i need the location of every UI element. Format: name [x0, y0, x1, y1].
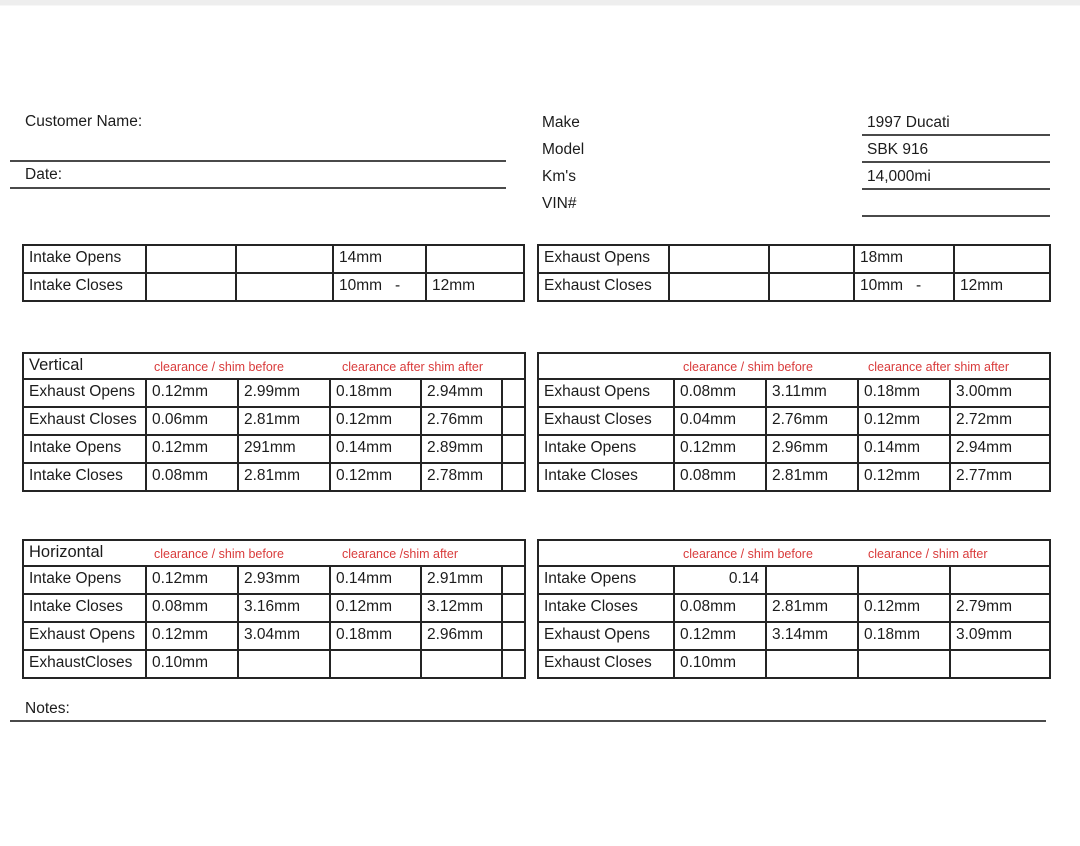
table-row — [539, 246, 1049, 274]
vertical-left-header — [24, 354, 524, 380]
value-cell — [951, 567, 1049, 593]
table-row — [24, 436, 524, 464]
value-cell: 0.08mm — [675, 380, 767, 406]
table-row — [24, 246, 523, 274]
row-label-cell: Exhaust Closes — [539, 274, 670, 300]
value-cell — [147, 274, 237, 300]
model-value: SBK 916 — [867, 141, 929, 158]
value-cell: 2.72mm — [956, 411, 1012, 428]
value-cell — [503, 651, 524, 677]
vertical-left-body — [24, 380, 524, 490]
row-label-cell: Exhaust Closes — [539, 408, 675, 434]
value-cell — [427, 246, 523, 272]
row-label-cell: Exhaust Opens — [24, 380, 147, 406]
scan-top-edge — [0, 0, 1080, 6]
table-row — [24, 623, 524, 651]
value-cell: 2.96mm — [767, 436, 859, 462]
value-cell: 0.12mm — [331, 408, 422, 434]
value-cell: 0.14mm — [331, 567, 422, 593]
horizontal-right-header — [539, 541, 1049, 567]
row-label-cell: Exhaust Opens — [539, 246, 670, 272]
value-cell: 12mm — [960, 277, 1004, 294]
value-cell: 2.99mm — [239, 380, 331, 406]
row-label-cell: Intake Opens — [24, 436, 147, 462]
intake-spec-body — [24, 246, 523, 300]
vertical-right-table — [537, 352, 1051, 492]
value-cell: 3.09mm — [956, 626, 1012, 643]
vertical-right-header — [539, 354, 1049, 380]
value-cell: 0.08mm — [147, 595, 239, 621]
exhaust-spec-table — [537, 244, 1051, 302]
vin-line — [862, 215, 1050, 217]
value-cell — [331, 651, 422, 677]
clearance-before-header: clearance / shim before — [154, 360, 284, 374]
table-row — [24, 567, 524, 595]
value-cell — [670, 274, 770, 300]
kms-line — [862, 188, 1050, 190]
value-cell: 2.89mm — [422, 436, 503, 462]
customer-name-line — [10, 160, 506, 162]
value-cell — [770, 274, 855, 300]
vertical-section-title: Vertical — [29, 356, 84, 374]
value-cell: 2.81mm — [239, 408, 331, 434]
table-row — [24, 274, 523, 300]
value-cell: 0.12mm — [147, 623, 239, 649]
vertical-right-body — [539, 380, 1049, 490]
value-cell — [859, 567, 951, 593]
table-row — [24, 651, 524, 677]
value-cell: 0.12mm — [859, 464, 951, 490]
value-cell: 0.12mm — [859, 408, 951, 434]
value-cell — [237, 246, 334, 272]
value-cell: 0.18mm — [331, 623, 422, 649]
horizontal-section-title: Horizontal — [29, 543, 104, 561]
kms-label: Km's — [542, 168, 576, 185]
value-cell: 10mm - — [855, 274, 955, 300]
table-row — [24, 408, 524, 436]
value-cell: 0.12mm — [675, 436, 767, 462]
value-cell: 0.12mm — [147, 380, 239, 406]
make-line — [862, 134, 1050, 136]
table-row — [539, 623, 1049, 651]
row-label-cell: Intake Closes — [539, 464, 675, 490]
value-cell: 0.10mm — [675, 651, 767, 677]
row-label-cell: Intake Opens — [539, 567, 675, 593]
table-row — [24, 380, 524, 408]
value-cell: 3.14mm — [767, 623, 859, 649]
date-label: Date: — [25, 166, 63, 183]
row-label-cell: Exhaust Closes — [539, 651, 675, 677]
row-label-cell: Intake Closes — [24, 464, 147, 490]
value-cell — [951, 651, 1049, 677]
value-cell: 12mm — [432, 277, 476, 294]
value-cell — [503, 408, 524, 434]
table-row — [539, 274, 1049, 300]
horizontal-right-table — [537, 539, 1051, 679]
value-cell: 2.79mm — [956, 598, 1012, 615]
table-row — [539, 595, 1049, 623]
value-cell: 3.00mm — [956, 383, 1012, 400]
value-cell — [767, 567, 859, 593]
table-row — [539, 651, 1049, 677]
table-row — [539, 567, 1049, 595]
value-cell: 0.12mm — [331, 464, 422, 490]
table-row — [539, 380, 1049, 408]
row-label-cell: Exhaust Closes — [24, 408, 147, 434]
clearance-after-header: clearance / shim after — [868, 547, 988, 561]
value-cell — [503, 436, 524, 462]
value-cell — [503, 595, 524, 621]
value-cell: 0.18mm — [331, 380, 422, 406]
value-cell — [422, 651, 503, 677]
value-cell: 2.93mm — [239, 567, 331, 593]
value-cell — [503, 380, 524, 406]
value-cell — [955, 246, 1049, 272]
value-cell: 0.12mm — [147, 436, 239, 462]
value-cell: 0.18mm — [859, 380, 951, 406]
value-cell: 0.18mm — [859, 623, 951, 649]
value-cell: 10mm - — [334, 274, 427, 300]
horizontal-left-body — [24, 567, 524, 677]
exhaust-spec-body — [539, 246, 1049, 300]
row-label-cell: Exhaust Opens — [24, 623, 147, 649]
row-label-cell: Exhaust Opens — [539, 623, 675, 649]
notes-label: Notes: — [25, 700, 70, 717]
value-cell: 0.14mm — [859, 436, 951, 462]
intake-spec-table — [22, 244, 525, 302]
value-cell: 2.91mm — [422, 567, 503, 593]
value-cell — [503, 567, 524, 593]
value-cell — [767, 651, 859, 677]
customer-name-label: Customer Name: — [25, 113, 143, 130]
value-cell: 3.12mm — [422, 595, 503, 621]
value-cell — [503, 623, 524, 649]
value-cell: 2.77mm — [956, 467, 1012, 484]
value-cell: 2.96mm — [422, 623, 503, 649]
value-cell: 2.81mm — [767, 464, 859, 490]
value-cell — [239, 651, 331, 677]
model-line — [862, 161, 1050, 163]
value-cell: 291mm — [239, 436, 331, 462]
value-cell — [237, 274, 334, 300]
value-cell: 3.04mm — [239, 623, 331, 649]
value-cell: 0.08mm — [147, 464, 239, 490]
row-label-cell: Intake Opens — [24, 246, 147, 272]
value-cell: 2.76mm — [422, 408, 503, 434]
value-cell — [670, 246, 770, 272]
value-cell: 0.12mm — [147, 567, 239, 593]
row-label-cell: Intake Opens — [539, 436, 675, 462]
row-label-cell: Intake Opens — [24, 567, 147, 593]
value-cell: 0.14mm — [331, 436, 422, 462]
clearance-after-header: clearance after shim after — [868, 360, 1010, 374]
clearance-before-header: clearance / shim before — [683, 547, 813, 561]
table-row — [24, 464, 524, 490]
value-cell — [503, 464, 524, 490]
make-value: 1997 Ducati — [867, 114, 950, 131]
table-row — [539, 436, 1049, 464]
row-label-cell: ExhaustCloses — [24, 651, 147, 677]
row-label-cell: Exhaust Opens — [539, 380, 675, 406]
clearance-after-header: clearance /shim after — [342, 547, 459, 561]
value-cell — [147, 246, 237, 272]
value-cell: 2.81mm — [767, 595, 859, 621]
horizontal-left-table — [22, 539, 526, 679]
model-label: Model — [542, 141, 585, 158]
row-label-cell: Intake Closes — [24, 595, 147, 621]
value-cell: 2.94mm — [956, 439, 1012, 456]
value-cell: 3.16mm — [239, 595, 331, 621]
value-cell: 0.10mm — [147, 651, 239, 677]
kms-value: 14,000mi — [867, 168, 931, 185]
value-cell: 14mm — [334, 246, 427, 272]
value-cell: 0.14 — [675, 567, 767, 593]
value-cell: 2.78mm — [422, 464, 503, 490]
value-cell: 0.08mm — [675, 595, 767, 621]
notes-line — [10, 720, 1046, 722]
row-label-cell: Intake Closes — [539, 595, 675, 621]
value-cell: 0.06mm — [147, 408, 239, 434]
value-cell: 0.12mm — [331, 595, 422, 621]
clearance-before-header: clearance / shim before — [154, 547, 284, 561]
table-row — [539, 408, 1049, 436]
value-cell: 0.04mm — [675, 408, 767, 434]
value-cell: 18mm — [855, 246, 955, 272]
value-cell: 2.76mm — [767, 408, 859, 434]
clearance-after-header: clearance after shim after — [342, 360, 484, 374]
value-cell — [859, 651, 951, 677]
table-row — [24, 595, 524, 623]
table-row — [539, 464, 1049, 490]
value-cell: 2.81mm — [239, 464, 331, 490]
value-cell: 3.11mm — [767, 380, 859, 406]
value-cell: 2.94mm — [422, 380, 503, 406]
row-label-cell: Intake Closes — [24, 274, 147, 300]
make-label: Make — [542, 114, 580, 131]
clearance-before-header: clearance / shim before — [683, 360, 813, 374]
date-line — [10, 187, 506, 189]
value-cell — [770, 246, 855, 272]
vin-label: VIN# — [542, 195, 577, 212]
value-cell: 0.08mm — [675, 464, 767, 490]
vertical-left-table — [22, 352, 526, 492]
horizontal-left-header — [24, 541, 524, 567]
horizontal-right-body — [539, 567, 1049, 677]
value-cell: 0.12mm — [675, 623, 767, 649]
value-cell: 0.12mm — [859, 595, 951, 621]
